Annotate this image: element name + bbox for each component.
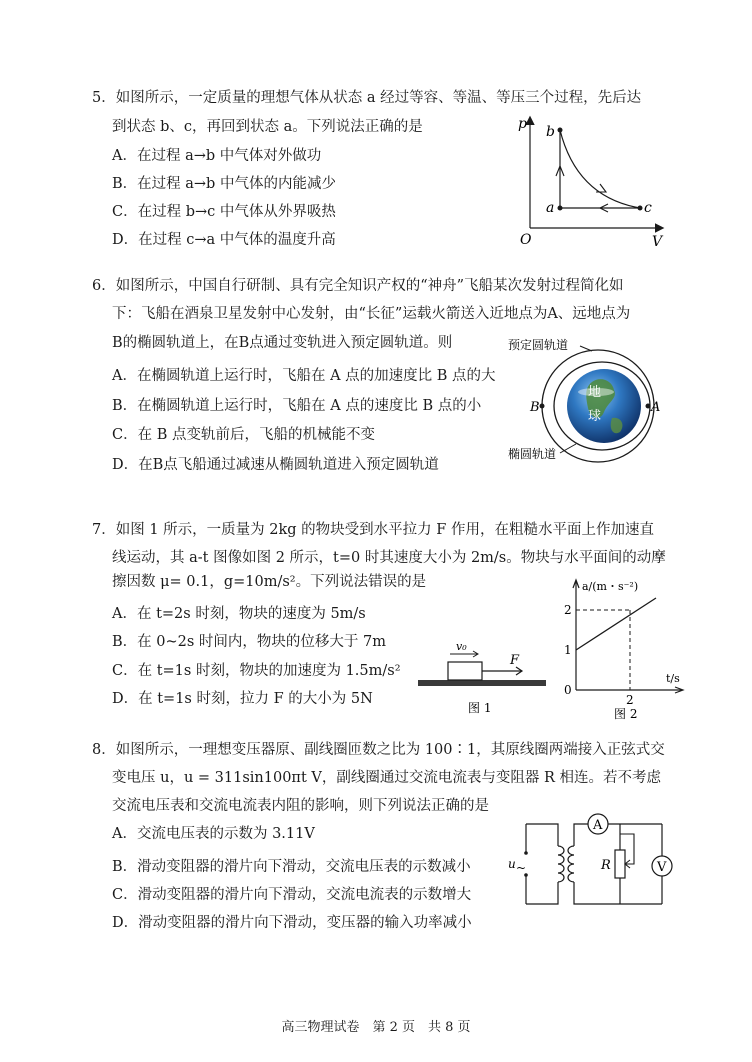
source-u-label: u bbox=[508, 857, 516, 871]
point-b-label: B bbox=[530, 400, 540, 415]
ammeter-label: A bbox=[593, 818, 603, 833]
q5-option-c: C．在过程 b→c 中气体从外界吸热 bbox=[112, 204, 336, 220]
origin-label: 0 bbox=[564, 683, 572, 697]
primary-coil bbox=[558, 846, 564, 882]
elliptical-orbit-label: 椭圆轨道 bbox=[508, 447, 557, 461]
earth-label-2: 球 bbox=[588, 409, 602, 424]
q7-stem-line2: 线运动，其 a-t 图像如图 2 所示，t=0 时其速度大小为 2m/s。物块与水平面间的动摩 bbox=[112, 550, 666, 566]
q7-figure-2-at-graph bbox=[556, 576, 688, 722]
ac-source-symbol: ~ bbox=[516, 861, 527, 875]
q6-stem-line1: 6．如图所示，中国自行研制、具有完全知识产权的“神舟”飞船某次发射过程简化如 bbox=[92, 278, 624, 294]
primary-wire-bottom bbox=[526, 882, 558, 904]
secondary-wire-top bbox=[574, 824, 588, 846]
state-a-label: a bbox=[546, 200, 555, 216]
a-t-line bbox=[576, 598, 656, 650]
q6-stem-line3: B的椭圆轨道上，在B点通过变轨进入预定圆轨道。则 bbox=[112, 335, 453, 351]
q6-option-d: D．在B点飞船通过减速从椭圆轨道进入预定圆轨道 bbox=[112, 457, 439, 473]
q5-pv-diagram bbox=[512, 112, 672, 250]
q8-transformer-circuit bbox=[502, 816, 686, 916]
q5-option-a: A．在过程 a→b 中气体对外做功 bbox=[112, 148, 322, 164]
q5-stem-line2: 到状态 b、c，再回到状态 a。下列说法正确的是 bbox=[112, 119, 423, 135]
q7-stem-line1: 7．如图 1 所示，一质量为 2kg 的物块受到水平拉力 F 作用，在粗糙水平面上作加速直 bbox=[92, 522, 654, 538]
q5-option-d: D．在过程 c→a 中气体的温度升高 bbox=[112, 232, 336, 248]
a-axis-label: a/(m・s⁻²) bbox=[582, 580, 639, 593]
q8-option-b: B．滑动变阻器的滑片向下滑动，交流电压表的示数减小 bbox=[112, 859, 471, 875]
q7-option-b: B．在 0~2s 时间内，物块的位移大于 7m bbox=[112, 634, 386, 650]
q5-stem-line1: 5．如图所示，一定质量的理想气体从状态 a 经过等容、等温、等压三个过程，先后达 bbox=[92, 90, 642, 106]
q8-option-a: A．交流电压表的示数为 3.11V bbox=[112, 826, 315, 842]
secondary-wire-bottom bbox=[574, 882, 662, 904]
rheostat-label: R bbox=[601, 858, 611, 873]
tick-label-a-2: 2 bbox=[564, 603, 572, 617]
process-bc-curve bbox=[560, 130, 640, 208]
q7-option-a: A．在 t=2s 时刻，物块的速度为 5m/s bbox=[112, 606, 366, 622]
state-b-point bbox=[558, 128, 563, 133]
point-a-dot bbox=[646, 404, 651, 409]
q6-option-c: C．在 B 点变轨前后，飞船的机械能不变 bbox=[112, 427, 375, 443]
figure-1-caption: 图 1 bbox=[468, 701, 492, 715]
tick-label-t-2: 2 bbox=[626, 693, 634, 707]
rheostat-r bbox=[615, 850, 625, 878]
voltmeter-label: V bbox=[657, 860, 667, 875]
state-c-label: c bbox=[644, 200, 652, 216]
page-footer: 高三物理试卷 第 2 页 共 8 页 bbox=[281, 1020, 471, 1035]
q8-option-c: C．滑动变阻器的滑片向下滑动，交流电流表的示数增大 bbox=[112, 887, 472, 903]
q8-option-d: D．滑动变阻器的滑片向下滑动，变压器的输入功率减小 bbox=[112, 915, 472, 931]
q7-option-c: C．在 t=1s 时刻，物块的加速度为 1.5m/s² bbox=[112, 663, 401, 679]
figure-2-caption: 图 2 bbox=[614, 707, 638, 721]
q6-stem-line2: 下：飞船在酒泉卫星发射中心发射，由“长征”运载火箭送入近地点为A、远地点为 bbox=[112, 306, 631, 322]
q8-stem-line3: 交流电压表和交流电流表内阻的影响，则下列说法正确的是 bbox=[112, 798, 489, 814]
state-b-label: b bbox=[546, 124, 555, 140]
primary-wire-top bbox=[526, 824, 558, 846]
secondary-coil bbox=[568, 846, 574, 882]
force-label: F bbox=[510, 653, 520, 668]
t-axis-label: t/s bbox=[666, 672, 680, 685]
state-c-point bbox=[638, 206, 643, 211]
v-axis-label: V bbox=[652, 234, 663, 250]
q8-stem-line1: 8．如图所示，一理想变压器原、副线圈匝数之比为 100∶1，其原线圈两端接入正弦式交 bbox=[92, 742, 665, 758]
origin-label: O bbox=[520, 232, 532, 248]
q5-option-b: B．在过程 a→b 中气体的内能减少 bbox=[112, 176, 336, 192]
tick-label-a-1: 1 bbox=[564, 643, 572, 657]
q7-option-d: D．在 t=1s 时刻，拉力 F 的大小为 5N bbox=[112, 691, 373, 707]
q6-option-a: A．在椭圆轨道上运行时，飞船在 A 点的加速度比 B 点的大 bbox=[112, 368, 496, 384]
q6-option-b: B．在椭圆轨道上运行时，飞船在 A 点的速度比 B 点的小 bbox=[112, 398, 482, 414]
source-terminal-top bbox=[524, 851, 528, 855]
earth-label-1: 地 bbox=[588, 385, 602, 400]
q6-orbit-diagram bbox=[500, 332, 700, 472]
point-b-dot bbox=[540, 404, 545, 409]
circular-orbit-leader bbox=[580, 346, 592, 351]
q7-stem-line3: 擦因数 μ= 0.1，g=10m/s²。下列说法错误的是 bbox=[112, 574, 427, 590]
q8-stem-line2: 变电压 u，u = 311sin100πt V，副线圈通过交流电流表与变阻器 R 相连。若不考虑 bbox=[112, 770, 661, 786]
q7-figure-1 bbox=[418, 640, 550, 720]
ground-surface bbox=[418, 680, 546, 686]
p-axis-label: p bbox=[518, 116, 527, 132]
velocity-label: v₀ bbox=[456, 640, 467, 653]
block bbox=[448, 662, 482, 680]
circular-orbit-label: 预定圆轨道 bbox=[508, 338, 569, 352]
state-a-point bbox=[558, 206, 563, 211]
point-a-label: A bbox=[651, 400, 661, 415]
